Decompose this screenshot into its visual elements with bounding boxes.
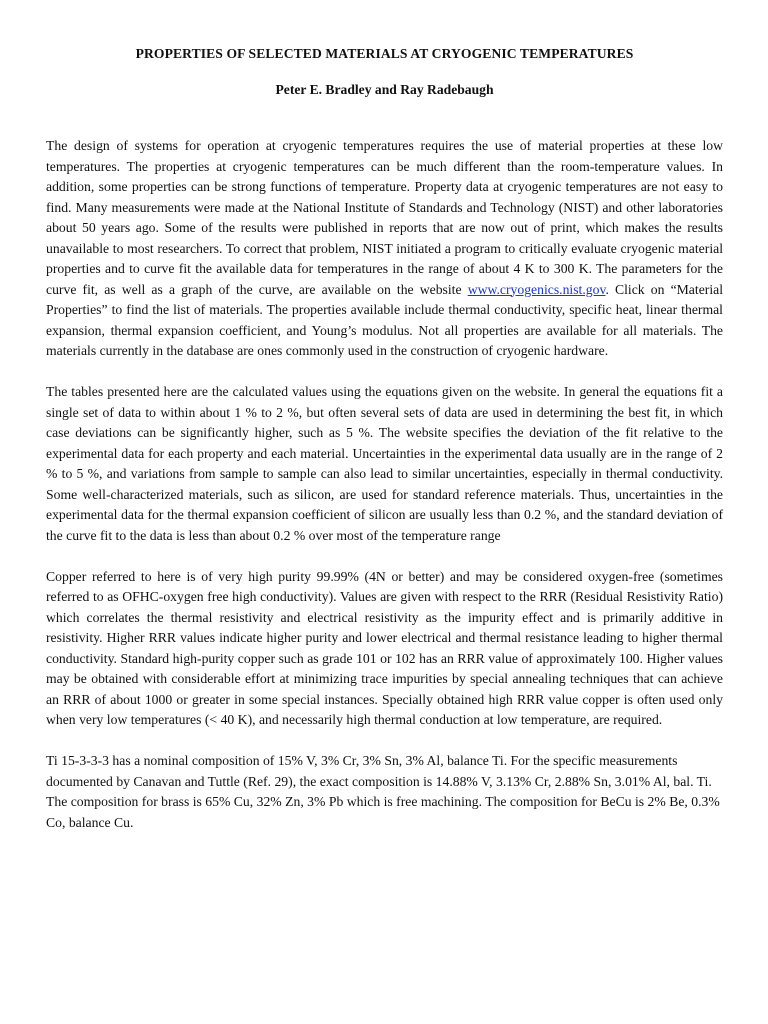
document-page — [46, 44, 723, 854]
paragraph-tables-accuracy: The tables presented here are the calculated values using the equations given on the website. In general the equations fit a single set of data to within about 1 % to 2 %, but often several sets of data are used in determining the best fit, in which case deviations can be significantly higher, such as 5 %. The website specifies the deviation of the fit relative to the experimental data for each property and each material. Uncertainties in the experimental data usually are in the range of 2 % to 5 %, and variations from sample to sample can also lead to similar uncertainties, especially in thermal conductivity. Some well-characterized materials, such as silicon, are used for standard reference materials. Thus, uncertainties in the experimental data for the thermal expansion coefficient of silicon are usually less than 0.2 %, and the standard deviation of the curve fit to the data is less than about 0.2 % over most of the temperature range — [46, 384, 723, 543]
paragraph-alloy-compositions: Ti 15-3-3-3 has a nominal composition of 15% V, 3% Cr, 3% Sn, 3% Al, balance Ti. For the specific measurements documented by Canavan and Tuttle (Ref. 29), the exact composition is 14.88% V, 3.13% Cr, 2.88% Sn, 3.01% Al, bal. Ti. The composition for brass is 65% Cu, 32% Zn, 3% Pb which is free machining. The composition for BeCu is 2% Be, 0.3% Co, balance Cu. — [46, 753, 720, 830]
paragraph-copper-rrr: Copper referred to here is of very high purity 99.99% (4N or better) and may be considered oxygen-free (sometimes referred to as OFHC-oxygen free high conductivity). Values are given with respect to the RRR (Residual Resistivity Ratio) which correlates the thermal resistivity and electrical resistivity as the impurity effect and is primarily additive in resistivity. Higher RRR values indicate higher purity and lower electrical and thermal resistance leading to higher thermal conductivity. Standard high-purity copper such as grade 101 or 102 has an RRR value of approximately 100. Higher values may be obtained with considerable effort at minimizing trace impurities by special annealing techniques that can achieve an RRR of about 1000 or greater in some special instances. Specially obtained high RRR value copper is often used only when very low temperatures (< 40 K), and necessarily high thermal conduction at low temperature, are required. — [46, 568, 723, 727]
document-title: PROPERTIES OF SELECTED MATERIALS AT CRYOGENIC TEMPERATURES — [135, 46, 634, 61]
paragraph-intro-text-after-link: . Click on “Material Properties” to find the list of materials. The properties available include thermal conductivity, specific heat, linear thermal expansion, thermal expansion coefficient, and Young’s modulus. Not all properties are available for all materials. The materials currently in the database are ones commonly used in the construction of cryogenic hardware. — [46, 281, 724, 358]
paragraph-intro-text-before-link: The design of systems for operation at cryogenic temperatures requires the use of material properties at these low temperatures. The properties at cryogenic temperatures can be much different than the room-temperature values. In addition, some properties can be strong functions of temperature. Property data at cryogenic temperatures are not easy to find. Many measurements were made at the National Institute of Standards and Technology (NIST) and other laboratories about 50 years ago. Some of the results were published in reports that are now out of print, which makes the results unavailable to most researchers. To correct that problem, NIST initiated a program to critically evaluate cryogenic material properties and to curve fit the available data for temperatures in the range of about 4 K to 300 K. The parameters for the curve fit, as well as a graph of the curve, are available on the website — [46, 138, 723, 297]
document-authors: Peter E. Bradley and Ray Radebaugh — [275, 82, 494, 97]
cryogenics-website-link[interactable]: www.cryogenics.nist.gov — [467, 281, 606, 297]
paragraph-intro — [46, 136, 723, 362]
